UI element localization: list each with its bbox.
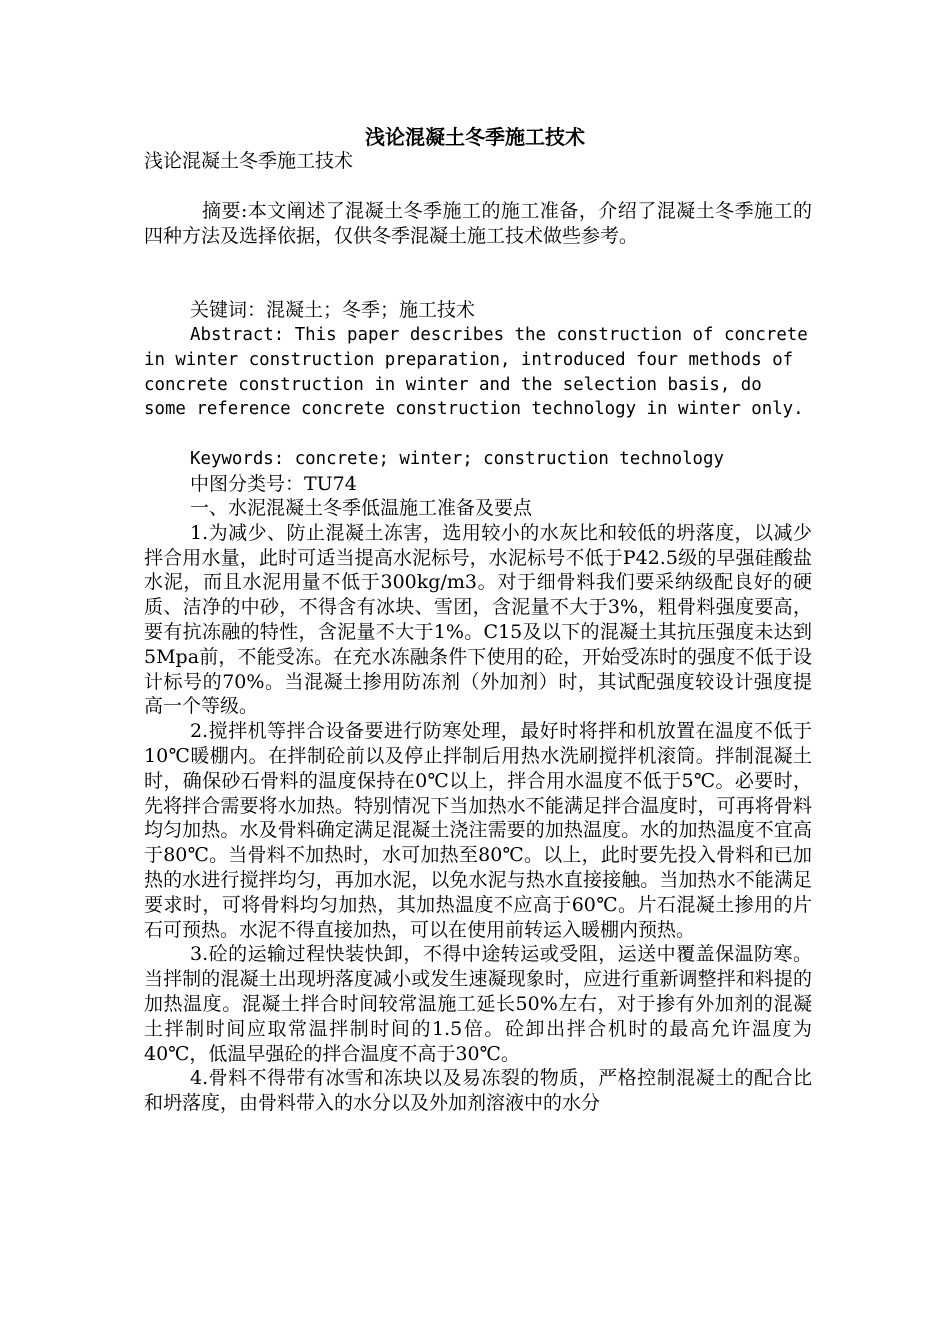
classification-number: 中图分类号：TU74 bbox=[190, 473, 357, 495]
section-heading: 一、水泥混凝土冬季低温施工准备及要点 bbox=[190, 497, 533, 519]
body-paragraph: 1.为减少、防止混凝土冻害，选用较小的水灰比和较低的坍落度，以减少拌合用水量，此时可适当提高水泥标号，水泥标号不低于P42.5级的早强硅酸盐水泥，而且水泥用量不低于300kg/m3。对于细骨料我们要采纳级配良好的硬质、洁净的中砂，不得含有冰块、雪团，含泥量不大于3%，粗骨料强度要高，要有抗冻融的特性，含泥量不大于1%。C15及以下的混凝土其抗压强度未达到5Mpa前，不能受冻。在充水冻融条件下使用的砼，开始受冻时的强度不低于设计标号的70%。当混凝土掺用防冻剂（外加剂）时，其试配强度较设计强度提高一个等级。 bbox=[144, 521, 812, 718]
keywords-english: Keywords: concrete; winter; construction technology bbox=[190, 449, 724, 469]
abstract-chinese: 摘要:本文阐述了混凝土冬季施工的施工准备，介绍了混凝土冬季施工的四种方法及选择依据，仅供冬季混凝土施工技术做些参考。 bbox=[144, 200, 812, 247]
body-paragraph: 4.骨料不得带有冰雪和冻块以及易冻裂的物质，严格控制混凝土的配合比和坍落度，由骨料带入的水分以及外加剂溶液中的水分 bbox=[144, 1067, 812, 1115]
abstract-english: Abstract: This paper describes the construction of concrete in winter construction preparation, introduced four methods of concrete construction in winter and the selection basis, do some reference concrete construction technology in winter only. bbox=[144, 325, 808, 420]
document-title: 浅论混凝土冬季施工技术 bbox=[365, 125, 585, 149]
body-paragraph: 3.砼的运输过程快装快卸，不得中途转运或受阻，运送中覆盖保温防寒。当拌制的混凝土出现坍落度减小或发生速凝现象时，应进行重新调整拌和料提的加热温度。混凝土拌合时间较常温施工延长50%左右，对于掺有外加剂的混凝土拌制时间应取常温拌制时间的1.5倍。砼卸出拌合机时的最高允许温度为40℃，低温早强砼的拌合温度不高于30℃。 bbox=[144, 943, 812, 1065]
body-paragraph: 2.搅拌机等拌合设备要进行防寒处理，最好时将拌和机放置在温度不低于10℃暖棚内。在拌制砼前以及停止拌制后用热水洗刷搅拌机滚筒。拌制混凝土时，确保砂石骨料的温度保持在0℃以上，拌合用水温度不低于5℃。必要时，先将拌合需要将水加热。特别情况下当加热水不能满足拌合温度时，可再将骨料均匀加热。水及骨料确定满足混凝土浇注需要的加热温度。水的加热温度不宜高于80℃。当骨料不加热时，水可加热至80℃。以上，此时要先投入骨料和已加热的水进行搅拌均匀，再加水泥，以免水泥与热水直接接触。当加热水不能满足要求时，可将骨料均匀加热，其加热温度不应高于60℃。片石混凝土掺用的片石可预热。水泥不得直接加热，可以在使用前转运入暖棚内预热。 bbox=[144, 720, 812, 941]
document-body bbox=[144, 496, 812, 1116]
keywords-chinese: 关键词：混凝土；冬季；施工技术 bbox=[190, 299, 476, 321]
document-subtitle: 浅论混凝土冬季施工技术 bbox=[144, 150, 354, 172]
